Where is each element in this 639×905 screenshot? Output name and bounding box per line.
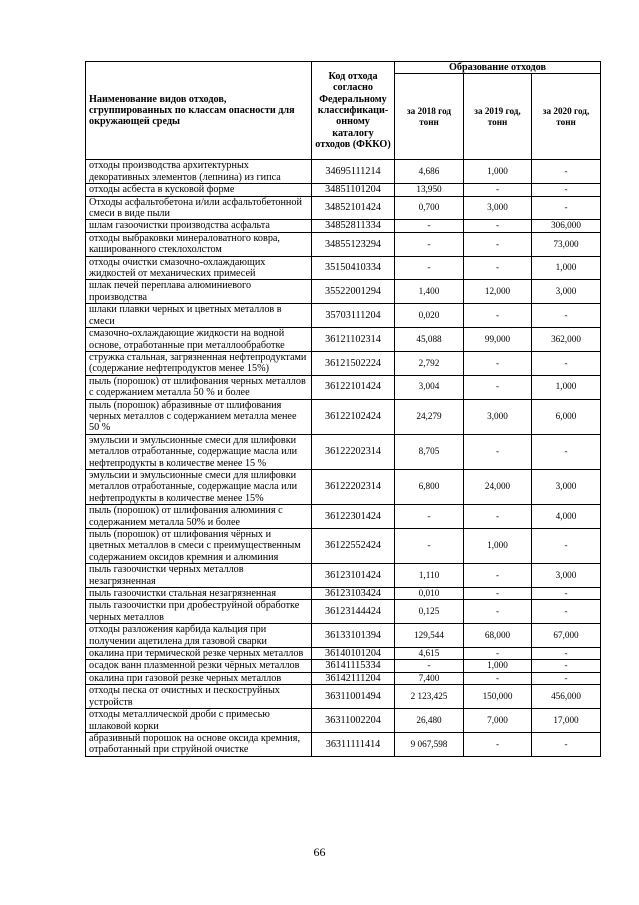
fkko-code-cell: 36122202314	[312, 434, 395, 469]
waste-name-cell: окалина при газовой резке черных металлов	[86, 672, 312, 684]
fkko-code-cell: 36122301424	[312, 505, 395, 529]
fkko-code-cell: 36311111414	[312, 732, 395, 756]
fkko-code-cell: 36123101424	[312, 564, 395, 588]
fkko-code-cell: 36122102424	[312, 399, 395, 434]
table-row	[86, 624, 601, 648]
table-row	[86, 232, 601, 256]
waste-name-cell: стружка стальная, загрязненная нефтепродуктами (содержание нефтепродуктов менее 15%)	[86, 351, 312, 375]
value-2019-cell: -	[464, 304, 532, 328]
value-2020-cell: -	[532, 184, 601, 196]
value-2019-cell: -	[464, 434, 532, 469]
value-2020-cell: -	[532, 588, 601, 600]
value-2018-cell: 13,950	[395, 184, 464, 196]
table-row	[86, 351, 601, 375]
waste-name-cell: эмульсии и эмульсионные смеси для шлифовки металлов отработанные, содержащие масла или нефтепродукты в количестве менее 15%	[86, 469, 312, 504]
value-2019-cell: -	[464, 220, 532, 232]
value-2020-cell: 4,000	[532, 505, 601, 529]
value-2018-cell: 26,480	[395, 709, 464, 733]
table-row	[86, 469, 601, 504]
value-2018-cell: 1,110	[395, 564, 464, 588]
value-2018-cell: 2 123,425	[395, 685, 464, 709]
value-2018-cell: 0,010	[395, 588, 464, 600]
value-2018-cell: -	[395, 505, 464, 529]
value-2020-cell: 3,000	[532, 280, 601, 304]
waste-name-cell: отходы очистки смазочно-охлаждающих жидкостей от механических примесей	[86, 256, 312, 280]
value-2020-cell: 17,000	[532, 709, 601, 733]
table-row	[86, 685, 601, 709]
value-2018-cell: 2,792	[395, 351, 464, 375]
value-2020-cell: -	[532, 160, 601, 184]
waste-name-cell: окалина при термической резке черных металлов	[86, 648, 312, 660]
table-row	[86, 184, 601, 196]
value-2018-cell: -	[395, 220, 464, 232]
table-row	[86, 648, 601, 660]
fkko-code-cell: 34695111214	[312, 160, 395, 184]
value-2020-cell: -	[532, 351, 601, 375]
value-2019-cell: -	[464, 564, 532, 588]
value-2020-cell: 1,000	[532, 256, 601, 280]
page-number: 66	[313, 845, 326, 859]
waste-name-cell: шлак печей переплава алюминиевого производства	[86, 280, 312, 304]
table-row	[86, 399, 601, 434]
table-row	[86, 434, 601, 469]
fkko-code-cell: 36122202314	[312, 469, 395, 504]
value-2018-cell: 4,686	[395, 160, 464, 184]
fkko-code-cell: 36133101394	[312, 624, 395, 648]
fkko-code-cell: 36122101424	[312, 375, 395, 399]
waste-name-cell: эмульсии и эмульсионные смеси для шлифовки металлов отработанные, содержащие масла или нефтепродукты в количестве менее 15 %	[86, 434, 312, 469]
value-2019-cell: -	[464, 184, 532, 196]
value-2019-cell: -	[464, 600, 532, 624]
fkko-code-cell: 36122552424	[312, 529, 395, 564]
table-row	[86, 600, 601, 624]
value-2018-cell: 9 067,598	[395, 732, 464, 756]
value-2020-cell: 362,000	[532, 328, 601, 352]
table-row	[86, 732, 601, 756]
fkko-code-cell: 35522001294	[312, 280, 395, 304]
value-2019-cell: -	[464, 505, 532, 529]
fkko-code-cell: 36142111204	[312, 672, 395, 684]
value-2018-cell: 24,279	[395, 399, 464, 434]
value-2018-cell: 7,400	[395, 672, 464, 684]
waste-name-cell: пыль (порошок) от шлифования чёрных и цветных металлов в смеси с преимущественным содержанием оксидов кремния и алюминия	[86, 529, 312, 564]
value-2018-cell: -	[395, 529, 464, 564]
value-2018-cell: 129,544	[395, 624, 464, 648]
value-2019-cell: -	[464, 672, 532, 684]
table-header	[86, 62, 601, 160]
value-2019-cell: 1,000	[464, 529, 532, 564]
value-2018-cell: 6,800	[395, 469, 464, 504]
value-2018-cell: 8,705	[395, 434, 464, 469]
value-2019-cell: 7,000	[464, 709, 532, 733]
waste-name-cell: пыль (порошок) абразивные от шлифования черных металлов с содержанием металла менее 50 %	[86, 399, 312, 434]
fkko-code-cell: 36121102314	[312, 328, 395, 352]
fkko-code-cell: 36121502224	[312, 351, 395, 375]
value-2020-cell: -	[532, 648, 601, 660]
value-2018-cell: -	[395, 232, 464, 256]
value-2019-cell: 150,000	[464, 685, 532, 709]
value-2019-cell: 3,000	[464, 399, 532, 434]
value-2019-cell: -	[464, 256, 532, 280]
value-2020-cell: -	[532, 600, 601, 624]
value-2020-cell: 456,000	[532, 685, 601, 709]
fkko-code-cell: 34855123294	[312, 232, 395, 256]
waste-name-cell: пыль газоочистки черных металлов незагрязненная	[86, 564, 312, 588]
value-2020-cell: -	[532, 660, 601, 672]
value-2020-cell: 6,000	[532, 399, 601, 434]
value-2020-cell: -	[532, 529, 601, 564]
header-year-2019: за 2019 год, тонн	[464, 74, 532, 160]
value-2020-cell: -	[532, 304, 601, 328]
value-2019-cell: -	[464, 375, 532, 399]
value-2019-cell: 1,000	[464, 160, 532, 184]
value-2019-cell: -	[464, 588, 532, 600]
table-row	[86, 220, 601, 232]
value-2019-cell: -	[464, 732, 532, 756]
table-row	[86, 328, 601, 352]
table-row	[86, 588, 601, 600]
header-code-column: Код отхода согласно Федеральному классификаци-онному каталогу отходов (ФККО)	[312, 62, 395, 160]
fkko-code-cell: 35703111204	[312, 304, 395, 328]
table-row	[86, 280, 601, 304]
table-row	[86, 529, 601, 564]
table-row	[86, 160, 601, 184]
value-2020-cell: -	[532, 672, 601, 684]
table-row	[86, 660, 601, 672]
waste-name-cell: отходы металлической дроби с примесью шлаковой корки	[86, 709, 312, 733]
waste-name-cell: шлам газоочистки производства асфальта	[86, 220, 312, 232]
value-2018-cell: -	[395, 256, 464, 280]
value-2019-cell: 99,000	[464, 328, 532, 352]
fkko-code-cell: 34852101424	[312, 196, 395, 220]
waste-name-cell: отходы производства архитектурных декоративных элементов (лепнина) из гипса	[86, 160, 312, 184]
header-year-2018: за 2018 год тонн	[395, 74, 464, 160]
table-row	[86, 672, 601, 684]
value-2018-cell: 0,020	[395, 304, 464, 328]
value-2020-cell: 73,000	[532, 232, 601, 256]
fkko-code-cell: 36311002204	[312, 709, 395, 733]
value-2019-cell: -	[464, 232, 532, 256]
value-2020-cell: 1,000	[532, 375, 601, 399]
value-2020-cell: 3,000	[532, 564, 601, 588]
waste-name-cell: смазочно-охлаждающие жидкости на водной основе, отработанные при металлообработке	[86, 328, 312, 352]
fkko-code-cell: 34851101204	[312, 184, 395, 196]
table-row	[86, 256, 601, 280]
fkko-code-cell: 36123103424	[312, 588, 395, 600]
table-row	[86, 375, 601, 399]
table-row	[86, 196, 601, 220]
waste-name-cell: отходы песка от очистных и пескоструйных устройств	[86, 685, 312, 709]
value-2020-cell: -	[532, 196, 601, 220]
fkko-code-cell: 36140101204	[312, 648, 395, 660]
header-year-2020: за 2020 год, тонн	[532, 74, 601, 160]
fkko-code-cell: 36123144424	[312, 600, 395, 624]
value-2019-cell: 1,000	[464, 660, 532, 672]
fkko-code-cell: 34852811334	[312, 220, 395, 232]
value-2019-cell: -	[464, 648, 532, 660]
value-2020-cell: 306,000	[532, 220, 601, 232]
waste-name-cell: пыль (порошок) от шлифования алюминия с содержанием металла 50% и более	[86, 505, 312, 529]
waste-name-cell: абразивный порошок на основе оксида кремния, отработанный при струйной очистке	[86, 732, 312, 756]
value-2019-cell: 12,000	[464, 280, 532, 304]
waste-name-cell: шлаки плавки черных и цветных металлов в смеси	[86, 304, 312, 328]
value-2018-cell: 0,700	[395, 196, 464, 220]
value-2018-cell: 1,400	[395, 280, 464, 304]
waste-name-cell: пыль газоочистки стальная незагрязненная	[86, 588, 312, 600]
waste-name-cell: отходы асбеста в кусковой форме	[86, 184, 312, 196]
waste-name-cell: пыль (порошок) от шлифования черных металлов с содержанием металла 50 % и более	[86, 375, 312, 399]
waste-name-cell: осадок ванн плазменной резки чёрных металлов	[86, 660, 312, 672]
waste-name-cell: пыль газоочистки при дробеструйной обработке черных металлов	[86, 600, 312, 624]
table-row	[86, 709, 601, 733]
value-2018-cell: 3,004	[395, 375, 464, 399]
table-body	[86, 160, 601, 756]
header-waste-generation: Образование отходов	[395, 62, 601, 74]
header-name-column: Наименование видов отходов, сгруппированных по классам опасности для окружающей среды	[86, 62, 312, 160]
table-row	[86, 304, 601, 328]
waste-table	[85, 61, 601, 757]
fkko-code-cell: 36311001494	[312, 685, 395, 709]
table-row	[86, 505, 601, 529]
fkko-code-cell: 36141115334	[312, 660, 395, 672]
waste-name-cell: отходы выбраковки минераловатного ковра, кашированного стеклохолстом	[86, 232, 312, 256]
value-2019-cell: 3,000	[464, 196, 532, 220]
value-2018-cell: 0,125	[395, 600, 464, 624]
value-2020-cell: 3,000	[532, 469, 601, 504]
value-2018-cell: 45,088	[395, 328, 464, 352]
table-row	[86, 564, 601, 588]
value-2020-cell: -	[532, 434, 601, 469]
fkko-code-cell: 35150410334	[312, 256, 395, 280]
value-2019-cell: 68,000	[464, 624, 532, 648]
value-2020-cell: 67,000	[532, 624, 601, 648]
value-2018-cell: 4,615	[395, 648, 464, 660]
value-2020-cell: -	[532, 732, 601, 756]
value-2019-cell: -	[464, 351, 532, 375]
value-2019-cell: 24,000	[464, 469, 532, 504]
waste-name-cell: Отходы асфальтобетона и/или асфальтобетонной смеси в виде пыли	[86, 196, 312, 220]
waste-name-cell: отходы разложения карбида кальция при получении ацетилена для газовой сварки	[86, 624, 312, 648]
value-2018-cell: -	[395, 660, 464, 672]
